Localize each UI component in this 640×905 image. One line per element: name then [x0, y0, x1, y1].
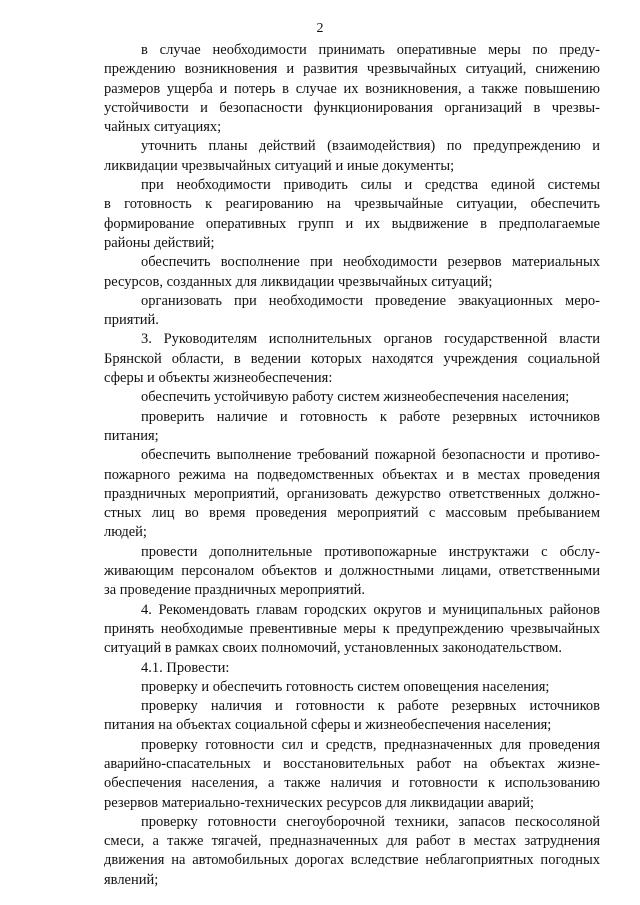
text-line: питания; — [104, 427, 159, 444]
text-line: чайных ситуациях; — [104, 119, 222, 136]
text-line: 4.1. Провести: — [141, 659, 230, 676]
text-line: аварийно-спасательных и восстановительных работ на объектах жизне- — [104, 755, 600, 772]
text-line: людей; — [104, 524, 147, 541]
text-line: проверку наличия и готовности к работе резервных источников — [141, 698, 600, 715]
text-line: обеспечить выполнение требований пожарной безопасности и противо- — [141, 447, 600, 464]
text-line: проверку готовности снегоуборочной техники, запасов пескосоляной — [141, 813, 600, 830]
text-line: уточнить планы действий (взаимодействия) по предупреждению и — [141, 138, 600, 155]
text-line: проверить наличие и готовность к работе резервных источников — [141, 408, 600, 425]
text-line: приятий. — [104, 312, 159, 329]
text-line: обеспечения населения, а также наличия и готовности к использованию — [104, 775, 600, 792]
text-line: живающим персоналом объектов и должностными лицами, ответственными — [104, 563, 600, 580]
text-line: ресурсов, созданных для ликвидации чрезвычайных ситуаций; — [104, 273, 493, 290]
text-line: при необходимости приводить силы и средства единой системы — [141, 177, 600, 194]
text-line: провести дополнительные противопожарные инструктажи с обслу- — [141, 543, 600, 560]
page-number: 2 — [316, 21, 324, 36]
text-line: 4. Рекомендовать главам городских округов и муниципальных районов — [141, 601, 600, 618]
text-line: смеси, а также тягачей, предназначенных для работ в местах затруднения — [104, 833, 600, 850]
text-line: обеспечить восполнение при необходимости резервов материальных — [141, 254, 600, 271]
text-line: резервов материально-технических ресурсов для ликвидации аварий; — [104, 794, 535, 811]
text-line: обеспечить устойчивую работу систем жизнеобеспечения населения; — [141, 389, 570, 406]
text-line: явлений; — [104, 871, 159, 888]
text-line: ликвидации чрезвычайных ситуаций и иные документы; — [104, 157, 455, 174]
text-line: за проведение праздничных мероприятий. — [104, 582, 365, 599]
text-line: сферы и объекты жизнеобеспечения: — [104, 370, 333, 387]
text-line: питания на объектах социальной сферы и жизнеобеспечения населения; — [104, 717, 552, 734]
text-line: пожарного режима на подведомственных объектах и в местах проведения — [104, 466, 600, 483]
text-line: стных лиц во время проведения мероприятий с массовым пребыванием — [104, 505, 600, 522]
text-line: в готовность к реагированию на чрезвычайные ситуации, обеспечить — [104, 196, 600, 213]
text-line: формирование оперативных групп и их выдвижение в предполагаемые — [104, 215, 600, 232]
text-line: организовать при необходимости проведение эвакуационных меро- — [141, 292, 600, 309]
text-line: ситуаций в рамках своих полномочий, установленных законодательством. — [104, 640, 562, 657]
text-line: проверку и обеспечить готовность систем оповещения населения; — [141, 678, 550, 695]
text-line: Брянской области, в ведении которых находятся учреждения социальной — [104, 350, 600, 367]
text-line: 3. Руководителям исполнительных органов государственной власти — [141, 331, 600, 348]
text-line: преждению возникновения и развития чрезвычайных ситуаций, снижению — [104, 61, 600, 78]
text-line: движения на автомобильных дорогах вследствие неблагоприятных погодных — [104, 852, 600, 869]
text-line: устойчивости и безопасности функционирования организаций в чрезвы- — [104, 99, 600, 116]
document-body — [104, 41, 600, 890]
text-line: в случае необходимости принимать оперативные меры по преду- — [141, 42, 600, 58]
text-line: проверку готовности сил и средств, предназначенных для проведения — [141, 736, 600, 753]
text-line: праздничных мероприятий, организовать дежурство ответственных должно- — [104, 485, 600, 502]
text-line: размеров ущерба и потерь в случае их возникновения, а также повышению — [104, 80, 600, 97]
text-line: районы действий; — [104, 234, 215, 251]
text-line: принять необходимые превентивные меры к предупреждению чрезвычайных — [104, 620, 600, 637]
